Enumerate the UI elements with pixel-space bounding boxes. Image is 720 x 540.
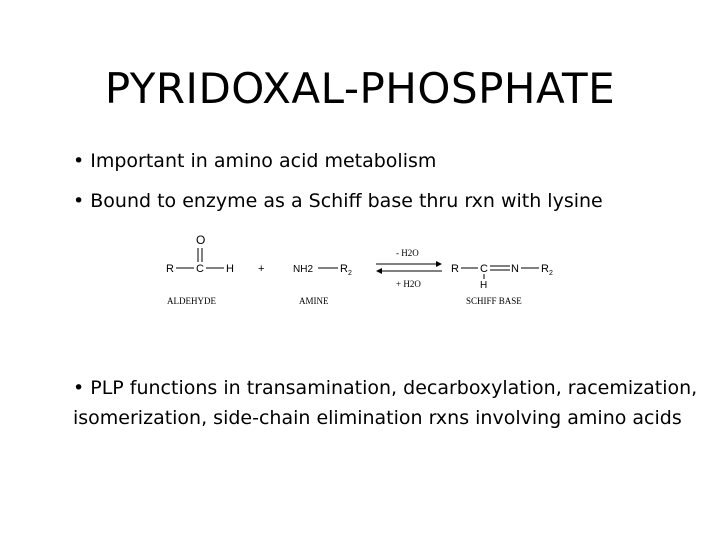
bullet-schiff-base: • Bound to enzyme as a Schiff base thru rxn with lysine <box>73 190 603 212</box>
arrow-plus-water: + H2O <box>396 279 421 289</box>
aldehyde-structure <box>166 233 234 306</box>
schiff-base-structure <box>451 263 553 306</box>
schiff-base-reaction-scheme <box>0 225 720 315</box>
slide-title: PYRIDOXAL-PHOSPHATE <box>104 64 616 113</box>
plus-sign: + <box>258 263 265 275</box>
amine-structure <box>293 263 352 306</box>
arrow-minus-water: - H2O <box>396 248 419 258</box>
aldehyde-hydrogen: H <box>226 263 234 275</box>
amine-r-subscript: 2 <box>348 270 352 277</box>
bullet-plp-functions: • PLP functions in transamination, decarboxylation, racemization, isomerization, side-chain elimination rxns involving amino acids <box>73 377 698 429</box>
bullet-amino-acid-metabolism: • Important in amino acid metabolism <box>73 150 437 172</box>
schiff-r2: R <box>541 263 549 275</box>
schiff-r: R <box>451 263 459 275</box>
amine-label: AMINE <box>299 296 329 306</box>
aldehyde-label: ALDEHYDE <box>167 296 216 306</box>
forward-arrowhead <box>436 261 442 267</box>
schiff-hydrogen: H <box>480 280 488 291</box>
schiff-base-label: SCHIFF BASE <box>466 296 522 306</box>
schiff-r2-subscript: 2 <box>549 270 553 277</box>
reverse-arrowhead <box>376 268 382 274</box>
aldehyde-r: R <box>166 263 174 275</box>
schiff-nitrogen: N <box>511 263 519 275</box>
equilibrium-arrows <box>376 248 442 289</box>
schiff-carbon: C <box>480 263 488 275</box>
amine-r: R <box>340 263 348 275</box>
amine-nh2: NH2 <box>293 264 314 275</box>
aldehyde-oxygen: O <box>196 233 206 247</box>
aldehyde-carbon: C <box>196 263 204 275</box>
